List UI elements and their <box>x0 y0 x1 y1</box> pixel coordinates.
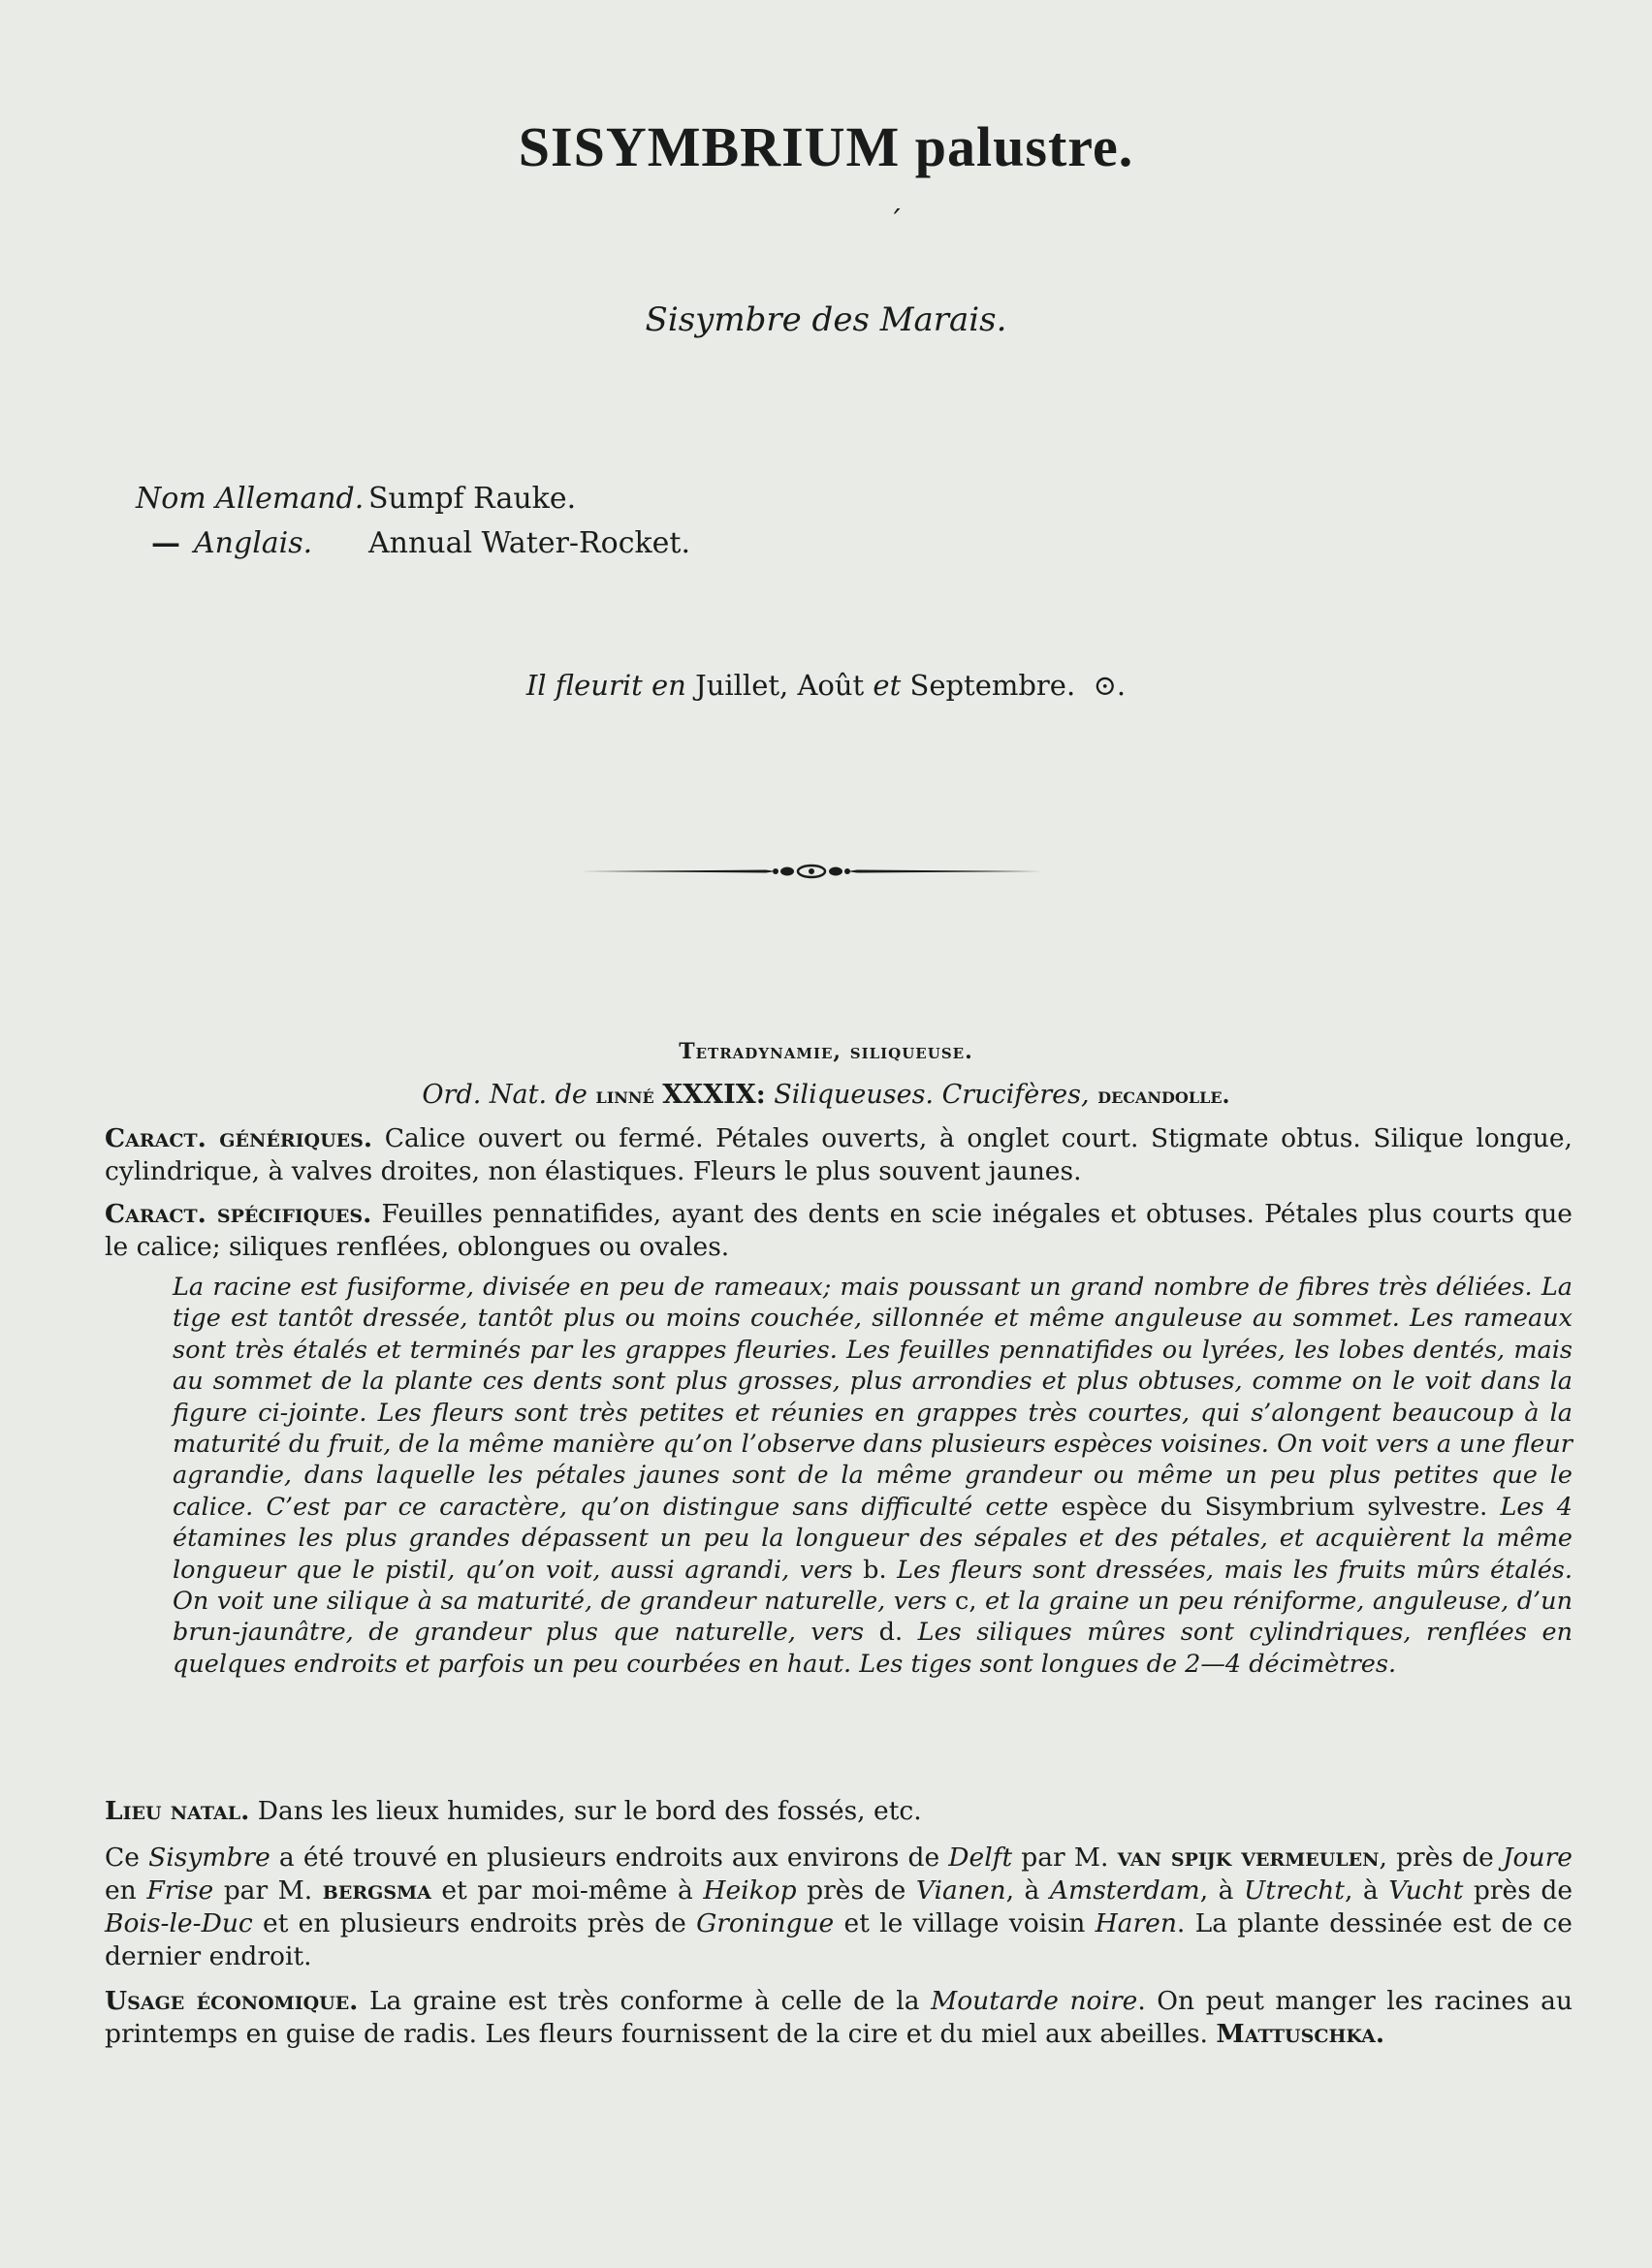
english-value: Annual Water-Rocket. <box>368 526 691 560</box>
loc-text: par M. <box>1021 1843 1109 1873</box>
accent-mark: ˊ <box>888 205 903 239</box>
loc-text: et en plusieurs endroits près de <box>263 1908 686 1938</box>
generic-characters <box>105 1122 1573 1188</box>
place-name: Groningue <box>696 1908 835 1938</box>
place-name: Bois-le-Duc <box>105 1908 253 1938</box>
habitat-text: Dans les lieux humides, sur le bord des fossés, etc. <box>257 1796 922 1826</box>
usage-text: La graine est très conforme à celle de la <box>368 1986 920 2016</box>
flowering-prefix: Il fleurit <box>525 669 643 702</box>
german-value: Sumpf Rauke. <box>368 482 577 516</box>
german-label: Nom Allemand. <box>136 482 365 516</box>
loc-text: . La plante dessinée est de ce dernier endroit. <box>105 1908 1573 1971</box>
usage-plant: Moutarde noire <box>931 1986 1138 2016</box>
description-part5: Les siliques mûres sont cylindriques, renflées en quelques endroits et parfois un peu courbées en haut. Les tiges sont longues de 2—4 décimètres. <box>173 1618 1573 1679</box>
figure-ref-b: b. <box>863 1555 887 1585</box>
place-name: Joure <box>1502 1843 1573 1873</box>
plant-description <box>173 1272 1573 1680</box>
vernacular-names <box>136 477 690 566</box>
natural-order <box>0 1080 1652 1110</box>
economic-use <box>105 1985 1573 2051</box>
ornament-divider <box>582 857 1041 886</box>
annual-symbol: ⊙. <box>1093 669 1127 702</box>
linnaean-class: Tetradynamie, siliqueuse. <box>679 1039 973 1064</box>
loc-text: , à <box>1344 1875 1379 1906</box>
place-name: Heikop <box>703 1875 797 1906</box>
linne-name: linné <box>595 1083 654 1109</box>
localities <box>105 1842 1573 1973</box>
loc-text: Ce <box>105 1843 140 1873</box>
habitat <box>105 1795 1573 1828</box>
loc-italic: Sisymbre <box>148 1843 270 1873</box>
flowering-months-last: Septembre. <box>909 669 1076 702</box>
generic-text: Calice ouvert ou fermé. Pétales ouverts, à onglet court. Stigmate obtus. Silique longue, cylindrique, à valves droites, non élastiques. Fleurs le plus souvent jaunes. <box>105 1123 1573 1186</box>
description-part1: La racine est fusiforme, divisée en peu de rameaux; mais poussant un grand nombre de fibres très déliées. La tige est tantôt dressée, tantôt plus ou moins couchée, sillonnée et même anguleuse au sommet. Les rameaux sont très étalés et terminés par les grappes fleuries. Les feuilles pennatifides ou lyrées, les lobes dentés, mais au sommet de la plante ces dents sont plus grosses, plus arrondies et plus obtuses, comme on le voit dans la figure ci-jointe. Les fleurs sont très petites et réunies en grappes très courtes, qui s’alongent beaucoup à la maturité du fruit, de la même manière qu’on l’observe dans plusieurs espèces voisines. On voit vers a une fleur agrandie, dans laquelle les pétales jaunes sont de la même grandeur ou même un peu plus petites que le calice. C’est par ce caractère, qu’on distingue sans difficulté cette <box>173 1273 1573 1522</box>
loc-text: , à <box>1005 1875 1040 1906</box>
description-part4: et la graine un peu réniforme, anguleuse, d’un brun-jaunâtre, de grandeur plus que naturelle, vers <box>173 1587 1573 1648</box>
description-part2: Les 4 étamines les plus grandes dépassent un peu la longueur des sépales et des pétales, et acquièrent la même longueur que le pistil, qu’on voit, aussi agrandi, vers <box>173 1492 1573 1585</box>
figure-ref-d: d. <box>878 1618 904 1648</box>
generic-label: Caract. génériques. <box>105 1123 373 1153</box>
figure-ref-c: c, <box>955 1587 977 1617</box>
place-name: Vucht <box>1388 1875 1464 1906</box>
place-name: Haren <box>1095 1908 1177 1938</box>
place-name: Amsterdam <box>1049 1875 1200 1906</box>
page-title: SISYMBRIUM palustre. <box>518 115 1134 178</box>
person-name: van spijk vermeulen <box>1117 1843 1380 1873</box>
specific-text: Feuilles pennatifides, ayant des dents en scie inégales et obtuses. Pétales plus courts que le calice; siliques renflées, oblongues ou ovales. <box>105 1199 1573 1262</box>
order-label: Ord. Nat. de <box>422 1080 588 1110</box>
flowering-months: Juillet, Août <box>695 669 865 702</box>
specific-characters <box>105 1198 1573 1264</box>
usage-author: Mattuschka. <box>1216 2019 1385 2049</box>
german-name-row <box>136 477 690 521</box>
loc-text: et par moi-même à <box>441 1875 693 1906</box>
loc-text: et le village voisin <box>843 1908 1086 1938</box>
habitat-label: Lieu natal. <box>105 1796 250 1826</box>
loc-text: par M. <box>223 1875 313 1906</box>
usage-label: Usage économique. <box>105 1986 359 2016</box>
description-upright: espèce du Sisymbrium sylvestre. <box>1061 1492 1488 1522</box>
person-name: bergsma <box>322 1875 431 1906</box>
loc-text: , près de <box>1379 1843 1494 1873</box>
place-name: Utrecht <box>1244 1875 1345 1906</box>
ditto-dash: — <box>151 526 180 560</box>
place-name: Frise <box>146 1875 214 1906</box>
usage-text-2: . On peut manger les racines au printemps en guise de radis. Les fleurs fournissent de la cire et du miel aux abeilles. <box>105 1986 1573 2049</box>
french-name: Sisymbre des Marais. <box>645 300 1007 339</box>
flowering-prefix-en: en <box>651 669 686 702</box>
order-number: XXXIX: <box>662 1080 766 1110</box>
description-part3: Les fleurs sont dressées, mais les fruits mûrs étalés. On voit une silique à sa maturité, de grandeur naturelle, vers <box>173 1555 1573 1617</box>
loc-text: près de <box>807 1875 906 1906</box>
order-names: Siliqueuses. Crucifères, <box>774 1080 1090 1110</box>
flowering-conj: et <box>873 669 902 702</box>
loc-text: près de <box>1473 1875 1573 1906</box>
english-label: Anglais. <box>194 526 313 560</box>
loc-text: a été trouvé en plusieurs endroits aux environs de <box>278 1843 940 1873</box>
loc-text: , à <box>1199 1875 1234 1906</box>
flowering-period <box>0 669 1652 702</box>
english-name-row <box>136 521 690 566</box>
loc-text: en <box>105 1875 137 1906</box>
decandolle-name: decandolle. <box>1097 1083 1230 1109</box>
specific-label: Caract. spécifiques. <box>105 1199 372 1229</box>
place-name: Vianen <box>915 1875 1006 1906</box>
place-name: Delft <box>948 1843 1013 1873</box>
